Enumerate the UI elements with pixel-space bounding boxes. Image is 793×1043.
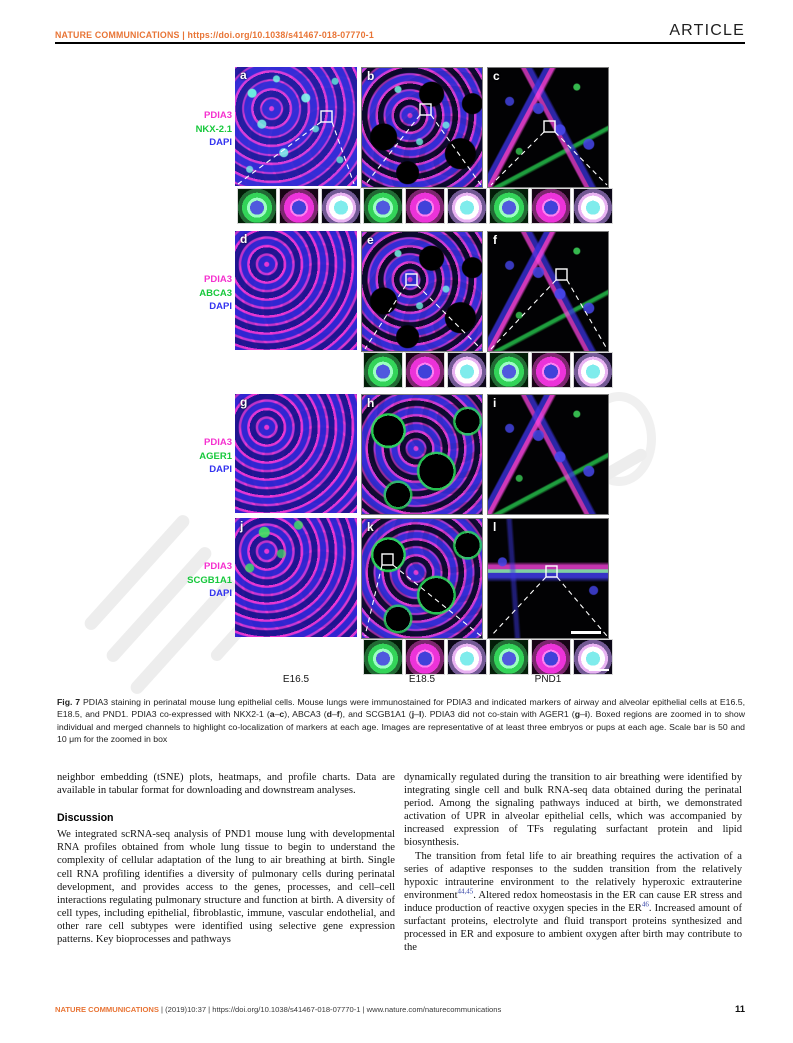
panel-letter-c: c (493, 69, 500, 83)
zoom-insets-e (363, 352, 487, 388)
roi-zoom-overlay (488, 232, 609, 351)
paragraph-text: . Increased amount of surfactant proteins, electrolyte and fluid transport proteins synthesized and processed in ER and exposure to ambient oxygen after birth may contribute to the (404, 902, 742, 954)
zoom-insets-l (489, 639, 613, 675)
marker-label-dapi: DAPI (209, 588, 232, 599)
paragraph-text: We integrated scRNA-seq analysis of PND1 mouse lung with developmental RNA profiles obtained from whole lung tissue to begin to understand the complexity of cellular adaptation of the lung to air breathing at birth. Single cell RNA profiling identifies a diversity of pulmonary cells during perinatal development, and provides access to the genes, processes, and cell–cell interactions regulating pulmonary structure and function at birth. A diversity of cell types, including epithelial, fibroblastic, immune, vascular endothelial, and other rare cell subtypes were identified using selective gene expression patterns. Key bioprocesses and pathways (57, 829, 395, 946)
inset-merge-channel (573, 352, 613, 388)
marker-legend-row-2 (118, 273, 232, 314)
inset-green-channel (237, 188, 277, 224)
marker-label-scgb1a1: SCGB1A1 (187, 574, 232, 586)
marker-legend-row-4 (118, 560, 232, 601)
panel-letter-g: g (240, 395, 248, 409)
zoom-insets-b (363, 188, 487, 224)
scale-bar (589, 669, 609, 672)
timepoint-label-e18.5: E18.5 (408, 674, 436, 685)
marker-label-dapi: DAPI (209, 301, 232, 312)
figure-panel-f (487, 231, 609, 352)
page-number: 11 (734, 1004, 745, 1015)
article-type-label: ARTICLE (669, 22, 745, 39)
marker-legend-row-1 (118, 109, 232, 150)
caption-bold-text: g (574, 709, 581, 720)
panel-letter-b: b (367, 69, 375, 83)
caption-text: – (414, 709, 419, 720)
marker-label-pdia3: PDIA3 (204, 561, 232, 572)
inset-magenta-channel (531, 188, 571, 224)
caption-text: ). Boxed regions are zoomed in to show individual and merged channels to highlight co-localization of markers at each age. Images are representative of at least three embryos or pups at each age. Scale bar is 50 and 10 μm for the zoomed in box (57, 709, 745, 744)
caption-text: – (331, 709, 337, 720)
inset-green-channel (363, 639, 403, 675)
figure-panel-e (361, 231, 483, 352)
footer-citation-link[interactable]: | (2019)10:37 | https://doi.org/10.1038/s41467-018-07770-1 | www.nature.com/naturecommunications (158, 1005, 502, 1014)
inset-magenta-channel (279, 188, 319, 224)
paragraph-text: The transition from fetal life to air breathing requires the activation of a series of adaptive responses to the sudden transition from the relatively hypoxic intrauterine environment to the relatively hyperoxic extrauterine environment (404, 850, 742, 901)
panel-letter-d: d (240, 232, 248, 246)
inset-green-channel (363, 352, 403, 388)
panel-letter-f: f (493, 233, 497, 247)
figure-panel-i (487, 394, 609, 515)
caption-text: PDIA3 staining in perinatal mouse lung epithelial cells. Mouse lungs were immunostained for PDIA3 and indicated markers of airway and alveolar epithelial cells at E16.5, E18.5, and PND1. PDIA3 co-expressed with NKX2-1 ( (57, 697, 746, 720)
inset-merge-channel (447, 639, 487, 675)
panel-letter-a: a (240, 68, 247, 82)
inset-magenta-channel (405, 188, 445, 224)
timepoint-label-pnd1: PND1 (534, 674, 562, 685)
figure-panel-h (361, 394, 483, 515)
caption-text: ). PDIA3 did not co-stain with AGER1 ( (421, 709, 575, 720)
figure-caption (57, 696, 745, 745)
inset-green-channel (489, 188, 529, 224)
inset-magenta-channel (405, 639, 445, 675)
marker-label-pdia3: PDIA3 (204, 274, 232, 285)
panel-letter-l: l (493, 520, 497, 534)
caption-bold-text: d (326, 709, 332, 720)
figure-panel-l (487, 518, 609, 639)
zoom-insets-c (489, 188, 613, 224)
scale-bar (571, 631, 601, 634)
caption-bold-text: f (336, 709, 340, 720)
footer-citation (55, 1005, 501, 1014)
roi-zoom-overlay (235, 67, 357, 186)
journal-doi-link[interactable]: NATURE COMMUNICATIONS | https://doi.org/10.1038/s41467-018-07770-1 (55, 30, 374, 40)
body-column-left (57, 771, 395, 946)
roi-zoom-overlay (362, 232, 483, 351)
inset-green-channel (489, 352, 529, 388)
paragraph-text: neighbor embedding (tSNE) plots, heatmaps, and profile charts. Data are available in tabular format for downloading and downstream analyses. (57, 772, 395, 797)
inset-green-channel (489, 639, 529, 675)
zoom-insets-k (363, 639, 487, 675)
roi-zoom-overlay (488, 519, 609, 638)
inset-merge-channel (447, 352, 487, 388)
panel-letter-j: j (240, 519, 244, 533)
caption-bold-text: Fig. 7 (57, 697, 81, 707)
body-paragraph (404, 771, 742, 850)
inset-merge-channel (573, 188, 613, 224)
figure-panel-g (235, 394, 357, 513)
caption-text: ), and SCGB1A1 ( (339, 709, 412, 720)
inset-merge-channel (573, 639, 613, 675)
inset-merge-channel (321, 188, 361, 224)
body-paragraph (57, 828, 395, 946)
caption-bold-text: a (269, 709, 275, 720)
footer-journal-name: NATURE COMMUNICATIONS (55, 1005, 159, 1014)
marker-label-abca3: ABCA3 (199, 287, 232, 299)
caption-text: ), ABCA3 ( (284, 709, 327, 720)
page-footer (55, 1004, 745, 1015)
body-paragraph (404, 850, 742, 955)
timepoint-label-e16.5: E16.5 (282, 674, 310, 685)
paragraph-text: . Altered redox homeostasis in the ER can cause ER stress and induce production of reactive oxygen species in the ER (404, 889, 742, 914)
marker-label-pdia3: PDIA3 (204, 110, 232, 121)
panel-letter-h: h (367, 396, 375, 410)
citation-reference[interactable]: 46 (641, 900, 649, 909)
caption-bold-text: i (584, 709, 588, 720)
marker-label-dapi: DAPI (209, 464, 232, 475)
figure-panel-a (235, 67, 357, 186)
zoom-insets-f (489, 352, 613, 388)
figure-panel-j (235, 518, 357, 637)
figure-panel-b (361, 67, 483, 188)
roi-zoom-overlay (362, 519, 483, 638)
marker-label-nkx-2-1: NKX-2.1 (195, 123, 232, 135)
figure-panel-k (361, 518, 483, 639)
figure-panel-d (235, 231, 357, 350)
panel-letter-k: k (367, 520, 374, 534)
marker-label-pdia3: PDIA3 (204, 437, 232, 448)
panel-letter-e: e (367, 233, 374, 247)
figure-panel-c (487, 67, 609, 188)
caption-bold-text: c (279, 709, 285, 720)
inset-magenta-channel (405, 352, 445, 388)
inset-magenta-channel (531, 352, 571, 388)
section-heading: Discussion (57, 812, 114, 825)
roi-zoom-overlay (362, 68, 483, 187)
marker-legend-row-3 (118, 436, 232, 477)
body-paragraph (57, 771, 395, 797)
caption-text: – (274, 709, 280, 720)
inset-merge-channel (447, 188, 487, 224)
marker-label-dapi: DAPI (209, 137, 232, 148)
inset-green-channel (363, 188, 403, 224)
marker-label-ager1: AGER1 (199, 450, 232, 462)
citation-reference[interactable]: 44,45 (457, 887, 474, 896)
body-column-right (404, 771, 742, 954)
zoom-insets-a (237, 188, 361, 224)
panel-letter-i: i (493, 396, 497, 410)
roi-zoom-overlay (488, 68, 609, 187)
caption-bold-text: l (418, 709, 422, 720)
inset-magenta-channel (531, 639, 571, 675)
caption-bold-text: j (411, 709, 415, 720)
caption-text: – (580, 709, 585, 720)
paragraph-text: dynamically regulated during the transition to air breathing were identified by integrating single cell and bulk RNA-seq data obtained during the perinatal period. Among the signaling pathways induced at birth, we demonstrated activation of UPR in alveolar epithelial cells, which was accompanied by increased expression of TFs regulating surfactant protein and lipid biosynthesis. (404, 772, 742, 849)
